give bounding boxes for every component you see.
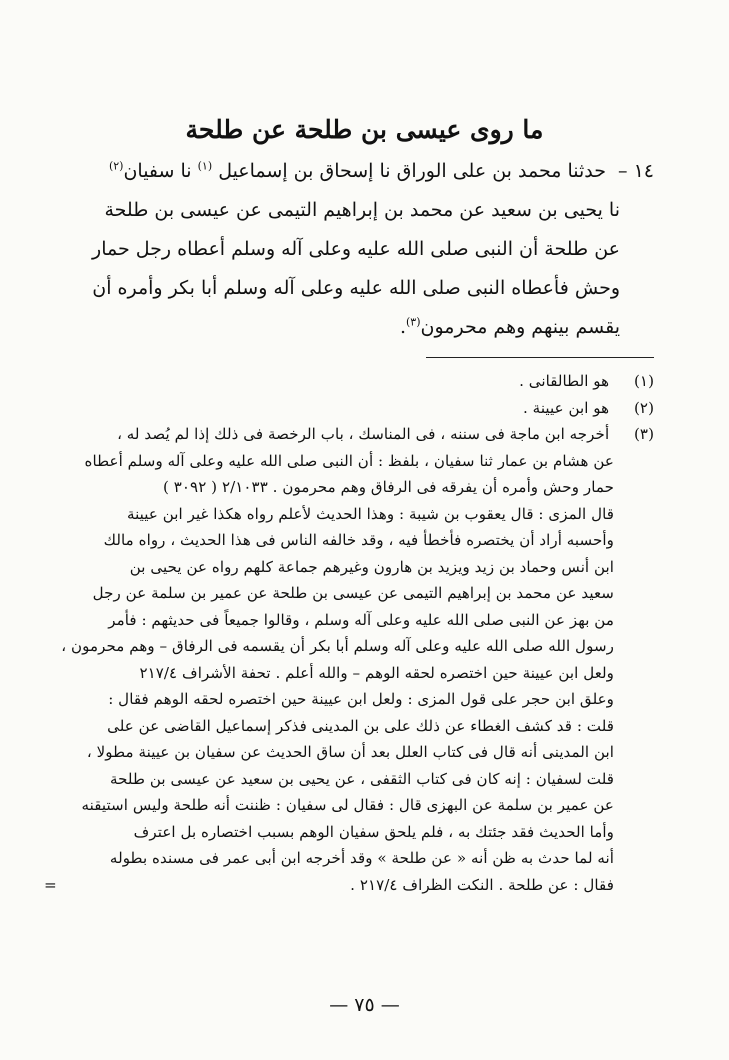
hadith-line-3: عن طلحة أن النبى صلى الله عليه وعلى آله وسلم أعطاه رجل حمار <box>92 238 620 260</box>
hadith-text-segment: يقسم بينهم وهم محرمون <box>420 316 620 338</box>
hadith-number: ١٤ – <box>618 160 654 182</box>
page-number: — ٧٥ — <box>329 994 400 1016</box>
footnote-3-line: أنه لما حدث به ظن أنه « عن طلحة » وقد أخرجه ابن أبى عمر فى مسنده بطوله <box>109 849 614 867</box>
footnote-3 <box>44 421 654 448</box>
footnote-3-line: عن هشام بن عمار ثنا سفيان ، بلفظ : أن النبى صلى الله عليه وعلى آله وسلم أعطاه <box>84 451 614 470</box>
footnote-1 <box>44 368 654 395</box>
footnote-marker: (١) <box>633 372 654 390</box>
footnote-text: أخرجه ابن ماجة فى سننه ، فى المناسك ، باب الرخصة فى ذلك إذا لم يُصد له ، <box>117 425 610 443</box>
footnote-marker: (٣) <box>633 425 654 443</box>
footnote-3-line: قلت : قد كشف الغطاء عن ذلك على بن المدينى فذكر إسماعيل القاضى عن على <box>107 716 614 735</box>
hadith-text-segment: حدثنا محمد بن على الوراق نا إسحاق بن إسماعيل <box>218 160 606 182</box>
footnote-3-line: عن عمير بن سلمة عن البهزى قال : فقال لى سفيان : ظننت أنه طلحة وليس استيقنه <box>81 796 614 814</box>
hadith-text-segment: نا سفيان <box>123 160 192 182</box>
footnote-3-line: حمار وحش وأمره أن يفرقه فى الرفاق وهم محرمون . ٢/١٠٣٣ ( ٣٠٩٢ ) <box>162 478 614 496</box>
footnote-3-line: رسول الله صلى الله عليه وعلى آله وسلم أبا بكر أن يقسمه فى الرفاق – وهم محرمون ، <box>61 637 614 655</box>
footnote-3-last-line <box>44 872 654 899</box>
footnote-3-line: ابن المدينى أنه قال فى كتاب العلل بعد أن ساق الحديث عن سفيان بن عيينة مطولا ، <box>86 743 614 761</box>
footnote-ref-2: (٢) <box>108 159 124 173</box>
footnote-marker: (٢) <box>633 398 654 417</box>
footnote-2 <box>44 395 654 422</box>
footnotes <box>44 368 654 898</box>
footnote-3-line: وأحسبه أراد أن يختصره فأخطأ فيه ، وقد خالفه الناس فى هذا الحديث ، رواه مالك <box>103 531 614 549</box>
footnote-3-line: قلت لسفيان : إنه كان فى كتاب الثقفى ، عن يحيى بن سعيد عن عيسى بن طلحة <box>109 769 614 788</box>
hadith-line-2: نا يحيى بن سعيد عن محمد بن إبراهيم التيمى عن عيسى بن طلحة <box>104 199 620 221</box>
footnote-3-line: وعلق ابن حجر على قول المزى : ولعل ابن عيينة حين اختصره لحقه الوهم فقال : <box>108 690 614 708</box>
footnote-divider <box>426 357 654 358</box>
hadith-line-4: وحش فأعطاه النبى صلى الله عليه وعلى آله وسلم أبا بكر وأمره أن <box>92 277 620 299</box>
footnote-3-line: من بهز عن النبى صلى الله عليه وعلى آله وسلم ، وقالوا جميعاً فى حديثهم : فأمر <box>108 610 614 629</box>
footnote-text: فقال : عن طلحة . النكت الظراف ٢١٧/٤ . <box>350 875 614 894</box>
footnote-3-line: ولعل ابن عيينة حين اختصره لحقه الوهم – والله أعلم . تحفة الأشراف ٢١٧/٤ <box>139 663 614 682</box>
footnote-ref-3: (٣) <box>406 315 421 329</box>
hadith-line-5 <box>54 308 654 347</box>
footnote-text: هو الطالقانى . <box>519 372 610 390</box>
footnote-ref-1: (١) <box>197 159 213 173</box>
footnote-text: هو ابن عيينة . <box>523 398 610 417</box>
hadith-text-segment: . <box>399 316 406 338</box>
hadith-text <box>54 152 654 347</box>
continuation-mark: = <box>44 875 57 894</box>
footnote-3-line: وأما الحديث فقد جئتك به ، فلم يلحق سفيان الوهم بسبب اختصاره بل اعترف <box>133 822 614 841</box>
footnote-3-line: قال المزى : قال يعقوب بن شيبة : وهذا الحديث لأعلم رواه هكذا غير ابن عيينة <box>126 504 614 523</box>
section-title: ما روى عيسى بن طلحة عن طلحة <box>185 115 544 144</box>
footnote-3-line: سعيد عن محمد بن إبراهيم التيمى عن عيسى بن طلحة عن عمير بن سلمة عن رجل <box>92 584 614 602</box>
footnote-3-line: ابن أنس وحماد بن زيد ويزيد بن هارون وغيرهم جماعة كلهم رواه عن يحيى بن <box>129 557 614 576</box>
hadith-line-1 <box>54 152 654 191</box>
